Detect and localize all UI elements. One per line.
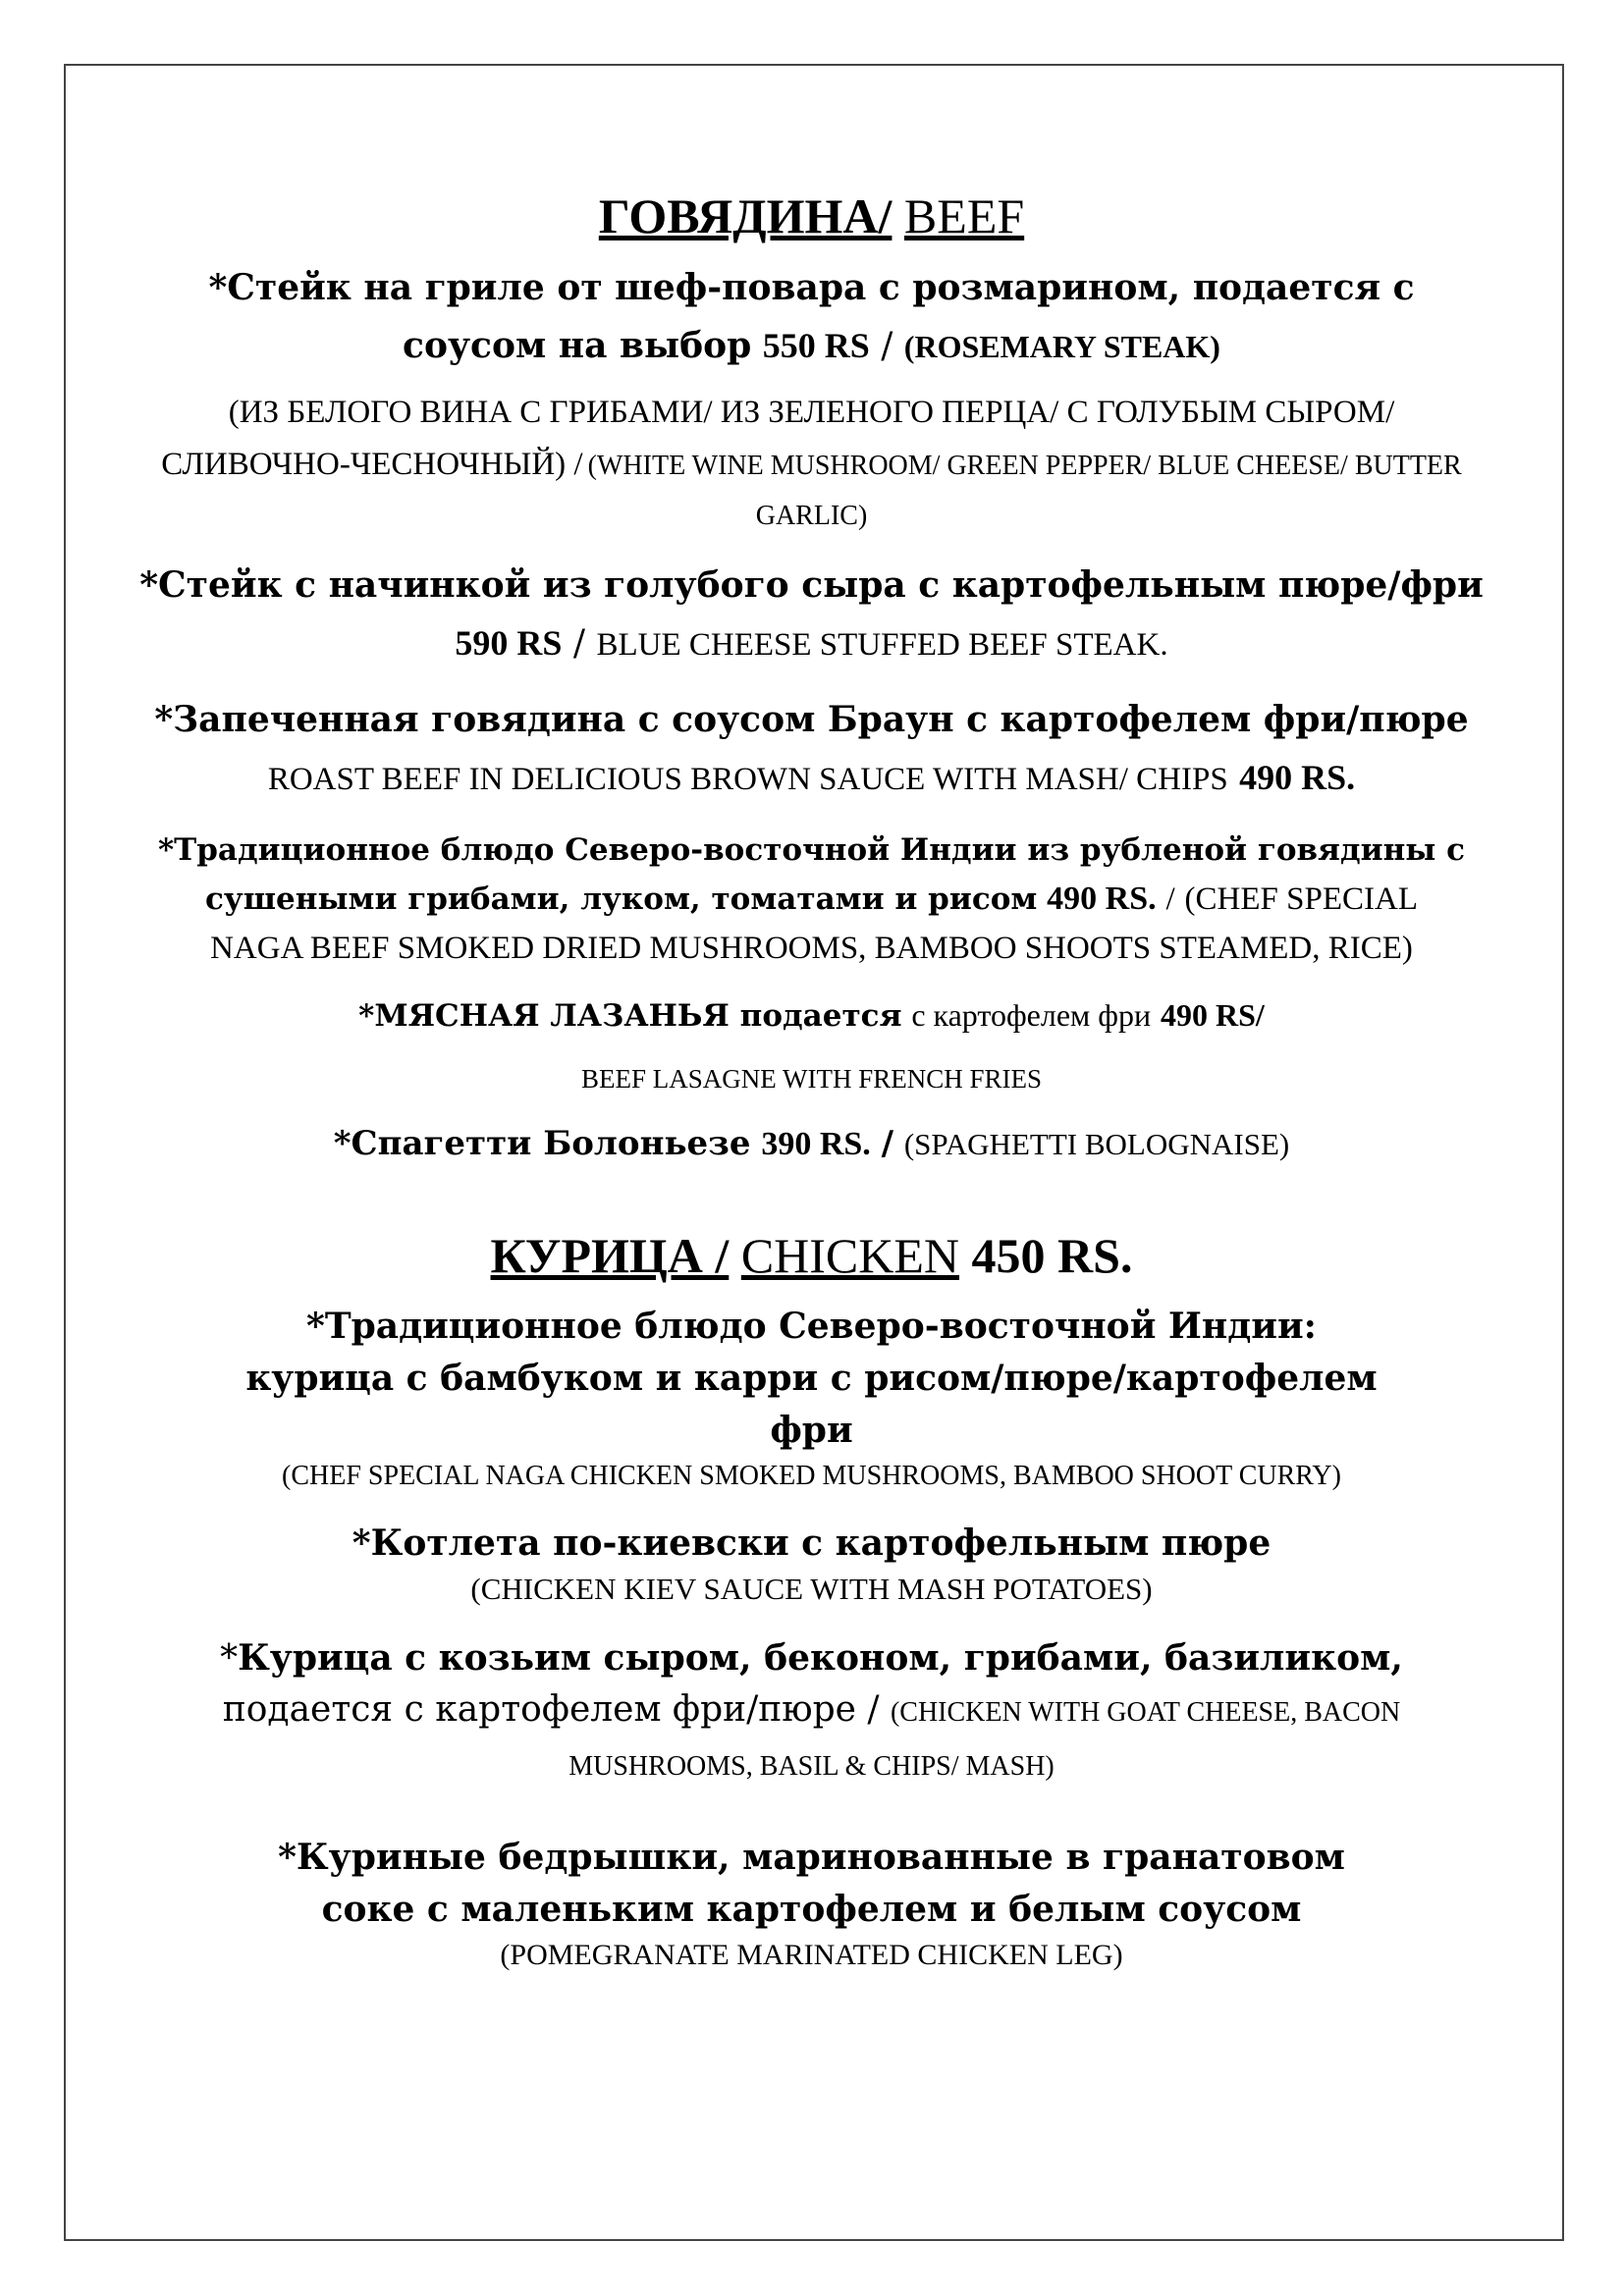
menu-item-pomegranate-chicken-en (118, 1936, 1505, 1975)
item-separator: / (881, 326, 893, 366)
chicken-heading-ru: КУРИЦА / (490, 1228, 730, 1283)
beef-heading-ru: ГОВЯДИНА/ (598, 188, 893, 243)
item-star: * (220, 1638, 239, 1679)
menu-item-naga-beef (118, 826, 1505, 973)
menu-item-sauce-options (118, 389, 1505, 543)
item-price: 550 RS (762, 326, 870, 365)
item-separator: / (1165, 881, 1175, 917)
item-price: 590 RS (455, 623, 563, 663)
item-name-en: (CHEF SPECIAL NAGA CHICKEN SMOKED MUSHROOMS, BAMBOO SHOOT CURRY) (282, 1461, 1341, 1491)
item-name-ru: с картофелем фри (911, 997, 1152, 1033)
item-name-ru: *Куриные бедрышки, маринованные в гранатовом соке с маленьким картофелем и белым соусом (278, 1837, 1345, 1930)
item-name-en: BLUE CHEESE STUFFED BEEF STEAK. (596, 627, 1168, 663)
sauce-options-ru: (ИЗ БЕЛОГО ВИНА С ГРИБАМИ/ ИЗ ЗЕЛЕНОГО ПЕРЦА/ С ГОЛУБЫМ СЫРОМ/ СЛИВОЧНО-ЧЕСНОЧНЫЙ) / (161, 395, 1395, 482)
menu-item-spaghetti (118, 1117, 1505, 1171)
menu-item-rosemary-steak (118, 259, 1505, 375)
item-name-en: (CHICKEN WITH GOAT CHEESE, BACON MUSHROOMS, BASIL & CHIPS/ MASH) (568, 1697, 1401, 1782)
item-name-ru: *Традиционное блюдо Северо-восточной Индии из рубленой говядины с сушеными грибами, луком, томатами и рисом (157, 832, 1466, 917)
item-price: 490 RS. (1239, 758, 1356, 797)
menu-item-blue-cheese-steak (118, 557, 1505, 673)
chicken-heading-en: CHICKEN (740, 1228, 960, 1283)
menu-item-goat-cheese-chicken (118, 1632, 1505, 1792)
menu-item-beef-lasagne-en (118, 1056, 1505, 1101)
item-name-en: (CHICKEN KIEV SAUCE WITH MASH POTATOES) (470, 1572, 1153, 1606)
menu-item-roast-beef (118, 691, 1505, 808)
menu-item-chicken-kiev-en (118, 1570, 1505, 1609)
item-separator: / (572, 623, 586, 664)
item-name-en: (POMEGRANATE MARINATED CHICKEN LEG) (500, 1939, 1123, 1971)
beef-heading-en: BEEF (903, 188, 1025, 243)
item-name-ru: *Стейк с начинкой из голубого сыра с картофельным пюре/фри (139, 564, 1484, 606)
chicken-heading (118, 1226, 1505, 1285)
item-name-en: (SPAGHETTI BOLOGNAISE) (903, 1127, 1290, 1161)
item-name-ru: подается с картофелем фри/пюре / (222, 1689, 880, 1730)
item-name-ru: *Котлета по-киевски с картофельным пюре (352, 1522, 1271, 1564)
item-name-ru-bold: *МЯСНАЯ ЛАЗАНЬЯ подается (358, 998, 902, 1034)
item-price: 490 RS/ (1161, 997, 1265, 1033)
beef-heading (118, 187, 1505, 245)
sauce-options-en: (WHITE WINE MUSHROOM/ GREEN PEPPER/ BLUE CHEESE/ BUTTER GARLIC) (587, 451, 1462, 531)
item-name-en: (ROSEMARY STEAK) (903, 329, 1220, 364)
item-name-ru-bold: Курица с козьим сыром, беконом, грибами, базиликом, (238, 1637, 1403, 1679)
item-name-ru: *Спагетти Болоньезе (333, 1124, 751, 1163)
chicken-heading-price: 450 RS. (971, 1228, 1133, 1283)
item-name-ru: *Стейк на гриле от шеф-повара с розмарином, подается с соусом на выбор (208, 267, 1415, 366)
menu-item-naga-chicken (118, 1301, 1505, 1457)
menu-item-beef-lasagne (118, 990, 1505, 1041)
item-price: 490 RS. (1047, 881, 1157, 917)
item-separator: / (881, 1124, 894, 1163)
menu-item-pomegranate-chicken (118, 1832, 1505, 1936)
item-name-ru: *Запеченная говядина с соусом Браун с картофелем фри/пюре (154, 699, 1469, 740)
menu-content (118, 187, 1505, 1975)
item-name-ru: *Традиционное блюдо Северо-восточной Индии: курица с бамбуком и карри с рисом/пюре/картофелем фри (245, 1306, 1378, 1451)
menu-item-chicken-kiev (118, 1518, 1505, 1570)
item-name-en: BEEF LASAGNE WITH FRENCH FRIES (580, 1064, 1043, 1094)
menu-item-naga-chicken-en (118, 1457, 1505, 1496)
item-name-en: ROAST BEEF IN DELICIOUS BROWN SAUCE WITH MASH/ CHIPS (267, 762, 1228, 797)
item-name-en: (CHEF SPECIAL NAGA BEEF SMOKED DRIED MUSHROOMS, BAMBOO SHOOTS STEAMED, RICE) (210, 881, 1418, 966)
item-price: 390 RS. (761, 1126, 871, 1162)
